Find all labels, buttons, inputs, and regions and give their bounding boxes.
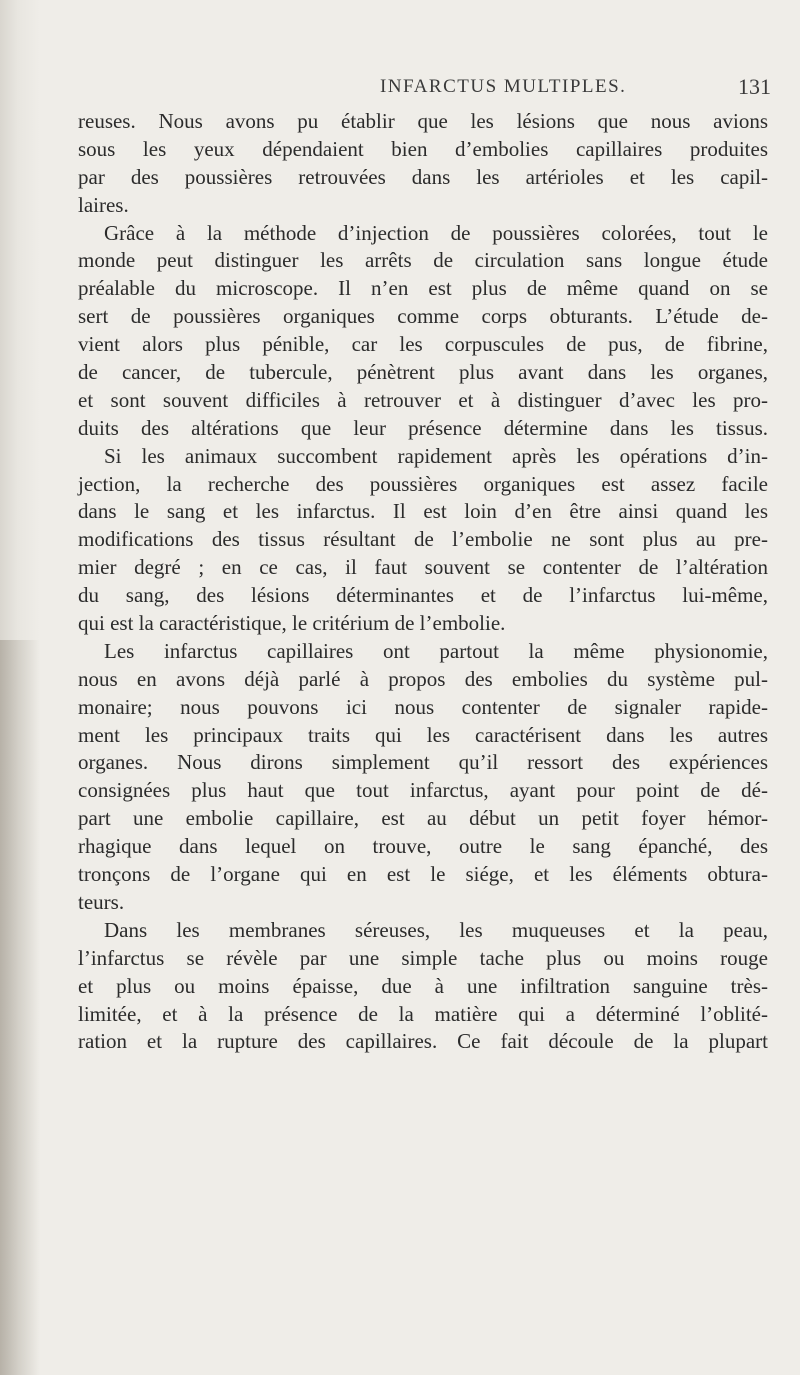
- text-line: tronçons de l’organe qui en est le siége, et les éléments obtura-: [78, 862, 768, 887]
- text-line: limitée, et à la présence de la matière qui a déterminé l’oblité-: [78, 1001, 768, 1026]
- page-number: 131: [738, 74, 771, 99]
- text-line: teurs.: [78, 889, 125, 914]
- text-line: sous les yeux dépendaient bien d’embolies capillaires produites: [78, 136, 768, 161]
- text-line: consignées plus haut que tout infarctus, ayant pour point de dé-: [78, 778, 768, 803]
- text-line: jection, la recherche des poussières organiques est assez facile: [78, 471, 768, 496]
- text-line: reuses. Nous avons pu établir que les lésions que nous avions: [78, 109, 768, 133]
- text-line: vient alors plus pénible, car les corpuscules de pus, de fibrine,: [78, 332, 768, 357]
- binding-shadow: [0, 640, 40, 1375]
- text-line: part une embolie capillaire, est au début un petit foyer hémor-: [78, 806, 768, 831]
- text-line: modifications des tissus résultant de l’embolie ne sont plus au pre-: [78, 527, 768, 552]
- text-line: Si les animaux succombent rapidement après les opérations d’in-: [104, 443, 768, 468]
- body-text: [78, 108, 768, 1056]
- text-line: ration et la rupture des capillaires. Ce fait découle de la plupart: [78, 1029, 768, 1054]
- text-line: par des poussières retrouvées dans les artérioles et les capil-: [78, 164, 768, 189]
- text-line: de cancer, de tubercule, pénètrent plus avant dans les organes,: [78, 360, 768, 385]
- text-line: Grâce à la méthode d’injection de poussières colorées, tout le: [104, 220, 768, 245]
- text-line: nous en avons déjà parlé à propos des embolies du système pul-: [78, 666, 768, 691]
- text-line: l’infarctus se révèle par une simple tache plus ou moins rouge: [78, 945, 768, 970]
- text-line: du sang, des lésions déterminantes et de l’infarctus lui-même,: [78, 583, 768, 608]
- text-line: et plus ou moins épaisse, due à une infiltration sanguine très-: [78, 973, 768, 998]
- running-head: [0, 76, 800, 104]
- text-line: qui est la caractéristique, le critérium de l’embolie.: [78, 611, 506, 636]
- text-line: mier degré ; en ce cas, il faut souvent se contenter de l’altération: [78, 555, 768, 580]
- text-line: laires.: [78, 192, 129, 217]
- text-line: ment les principaux traits qui les caractérisent dans les autres: [78, 722, 768, 747]
- text-line: monaire; nous pouvons ici nous contenter de signaler rapide-: [78, 694, 768, 719]
- text-line: Dans les membranes séreuses, les muqueuses et la peau,: [104, 917, 768, 942]
- text-line: et sont souvent difficiles à retrouver et à distinguer d’avec les pro-: [78, 387, 768, 412]
- text-line: Les infarctus capillaires ont partout la même physionomie,: [104, 638, 768, 663]
- text-line: dans le sang et les infarctus. Il est loin d’en être ainsi quand les: [78, 499, 768, 524]
- running-title: INFARCTUS MULTIPLES.: [380, 76, 627, 97]
- text-line: préalable du microscope. Il n’en est plus de même quand on se: [78, 276, 768, 301]
- text-line: sert de poussières organiques comme corps obturants. L’étude de-: [78, 304, 768, 329]
- text-line: duits des altérations que leur présence détermine dans les tissus.: [78, 415, 768, 440]
- text-line: rhagique dans lequel on trouve, outre le sang épanché, des: [78, 834, 768, 859]
- text-line: organes. Nous dirons simplement qu’il ressort des expériences: [78, 750, 768, 775]
- text-line: monde peut distinguer les arrêts de circulation sans longue étude: [78, 248, 768, 273]
